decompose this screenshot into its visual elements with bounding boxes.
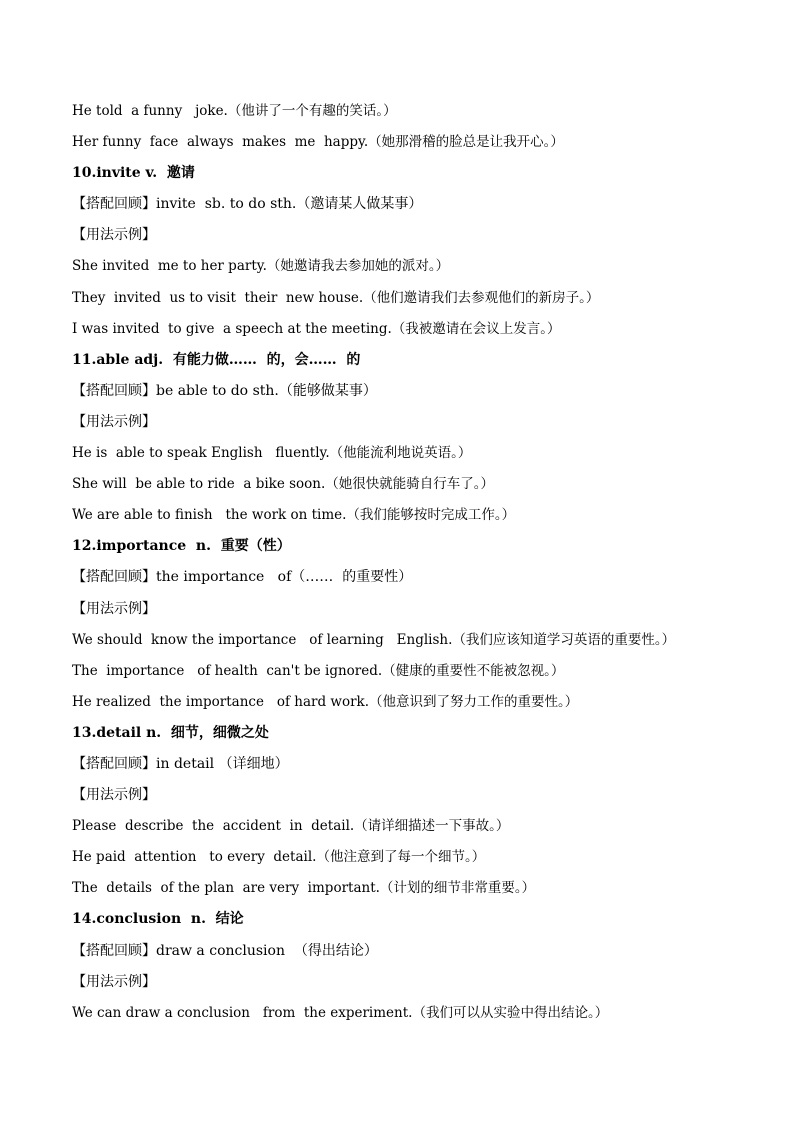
example-sentence: I was invited to give a speech at the meeting.（我被邀请在会议上发言。） [72,320,561,337]
vocab-heading-invite: 10.invite v. 邀请 [72,165,195,182]
vocab-heading-able: 11.able adj. 有能力做…… 的，会…… 的 [72,351,361,368]
example-sentence: We are able to finish the work on time.（我们能够按时完成工作。） [72,507,516,524]
collocation-line: 【搭配回顾】in detail （详细地） [72,755,289,772]
example-sentence: He realized the importance of hard work.（他意识到了努力工作的重要性。） [72,693,579,710]
example-sentence: He is able to speak English fluently.（他能流利地说英语。） [72,445,472,462]
example-sentence: They invited us to visit their new house.（他们邀请我们去参观他们的新房子。） [72,289,600,306]
usage-example-label: 【用法示例】 [72,787,156,804]
example-sentence: The importance of health can't be ignored.（健康的重要性不能被忽视。） [72,662,565,679]
example-sentence: Please describe the accident in detail.（请详细描述一下事故。） [72,818,510,835]
example-sentence: Her funny face always makes me happy.（她那滑稽的脸总是让我开心。） [72,134,564,151]
example-sentence: He paid attention to every detail.（他注意到了每一个细节。） [72,849,486,866]
collocation-line: 【搭配回顾】invite sb. to do sth.（邀请某人做某事） [72,196,423,213]
usage-example-label: 【用法示例】 [72,973,156,990]
example-sentence: She will be able to ride a bike soon.（她很快就能骑自行车了。） [72,476,495,493]
collocation-line: 【搭配回顾】the importance of（…… 的重要性） [72,569,413,586]
usage-example-label: 【用法示例】 [72,413,156,430]
example-sentence: He told a funny joke.（他讲了一个有趣的笑话。） [72,103,397,119]
example-sentence: We should know the importance of learning English.（我们应该知道学习英语的重要性。） [72,631,676,648]
document-page [72,96,732,1029]
example-sentence: We can draw a conclusion from the experiment.（我们可以从实验中得出结论。） [72,1004,609,1021]
collocation-line: 【搭配回顾】be able to do sth.（能够做某事） [72,382,377,399]
vocab-heading-detail: 13.detail n. 细节，细微之处 [72,724,269,741]
usage-example-label: 【用法示例】 [72,600,156,617]
example-sentence: She invited me to her party.（她邀请我去参加她的派对。） [72,258,450,275]
vocab-heading-importance: 12.importance n. 重要（性） [72,538,291,555]
vocab-heading-conclusion: 14.conclusion n. 结论 [72,911,244,928]
usage-example-label: 【用法示例】 [72,227,156,244]
example-sentence: The details of the plan are very important.（计划的细节非常重要。） [72,880,536,897]
collocation-line: 【搭配回顾】draw a conclusion （得出结论） [72,942,378,959]
